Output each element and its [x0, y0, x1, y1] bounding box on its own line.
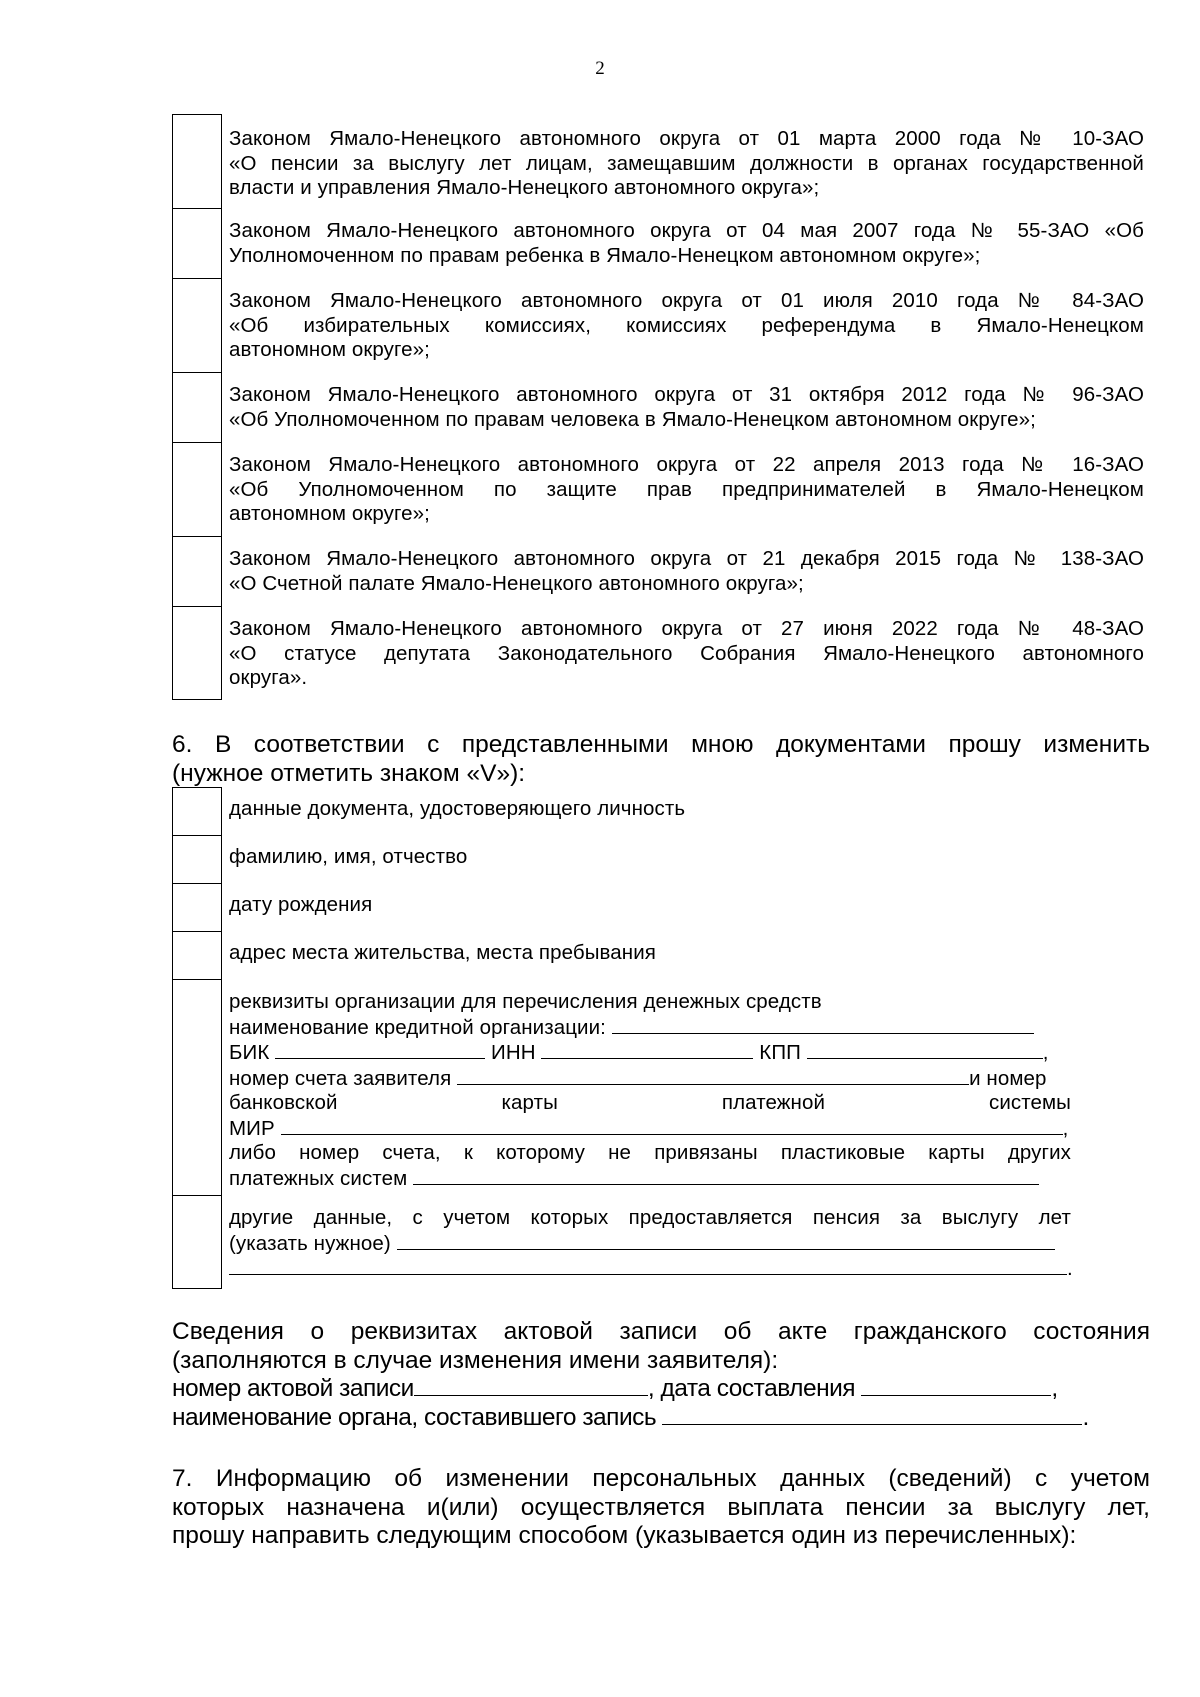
bik-label: БИК — [229, 1041, 270, 1064]
mir-label: МИР — [229, 1116, 275, 1140]
option-checkbox[interactable] — [172, 883, 222, 931]
law-checkbox[interactable] — [172, 606, 222, 700]
law-text: Законом Ямало-Ненецкого автономного округа от 31 октября 2012 года № 96-ЗАО «Об Уполномоченном по правам человека в Ямало-Ненецком автономном округе»; — [229, 383, 1144, 431]
laws-checkbox-table — [172, 114, 1144, 700]
option-label: данные документа, удостоверяющего личность — [229, 797, 686, 820]
kpp-field[interactable] — [807, 1040, 1043, 1059]
law-checkbox[interactable] — [172, 442, 222, 536]
option-label: адрес места жительства, места пребывания — [229, 941, 656, 964]
option-checkbox[interactable] — [172, 835, 222, 883]
date-label: , дата составления — [647, 1375, 856, 1402]
option-row — [172, 883, 1144, 931]
inn-label: ИНН — [491, 1041, 536, 1064]
bank-title: реквизиты организации для перечисления денежных средств — [229, 990, 822, 1013]
law-text: Законом Ямало-Ненецкого автономного округа от 22 апреля 2013 года № 16-ЗАО «Об Уполномоченном по защите прав предпринимателей в Ямало-Ненецком автономном округе»; — [229, 453, 1144, 525]
record-number-label: номер актовой записи — [172, 1375, 414, 1402]
bik-inn-kpp-line: БИК ИНН КПП , — [229, 1041, 1049, 1064]
record-date-field[interactable] — [861, 1377, 1051, 1396]
other-systems-line2: платежных систем — [229, 1166, 1071, 1192]
law-row — [172, 208, 1144, 278]
bik-field[interactable] — [275, 1040, 485, 1059]
section7: 7. Информацию об изменении персональных данных (сведений) с учетом которых назначена и(или) осуществляется выплата пенсии за выслугу лет, прошу направить следующим способом (указывается один из перечисленных): — [172, 1465, 1150, 1549]
other-data-field-2[interactable] — [229, 1256, 1067, 1275]
option-row — [172, 787, 1144, 835]
other-data: другие данные, с учетом которых предоставляется пенсия за выслугу лет (указать нужное) . — [229, 1206, 1073, 1280]
law-text: Законом Ямало-Ненецкого автономного округа от 27 июня 2022 года № 48-ЗАО «О статусе депутата Законодательного Собрания Ямало-Ненецкого автономного округа». — [229, 617, 1144, 689]
record-number-field[interactable] — [414, 1377, 648, 1396]
authority-label: наименование органа, составившего запись — [172, 1403, 657, 1431]
option-row-bank — [172, 979, 1144, 1195]
other-data-field[interactable] — [397, 1231, 1055, 1250]
option-checkbox[interactable] — [172, 1195, 222, 1289]
option-row — [172, 931, 1144, 979]
option-checkbox[interactable] — [172, 979, 222, 1195]
option-label: фамилию, имя, отчество — [229, 845, 468, 868]
law-text: Законом Ямало-Ненецкого автономного округа от 21 декабря 2015 года № 138-ЗАО «О Счетной палате Ямало-Ненецкого автономного округа»; — [229, 547, 1144, 595]
option-checkbox[interactable] — [172, 787, 222, 835]
page-number: 2 — [595, 58, 605, 79]
option-checkbox[interactable] — [172, 931, 222, 979]
law-row — [172, 536, 1144, 606]
section6-heading: 6. В соответствии с представленными мною документами прошу изменить (нужное отметить знаком «V»): — [172, 731, 1150, 787]
law-row — [172, 442, 1144, 536]
law-text: Законом Ямало-Ненецкого автономного округа от 01 марта 2000 года № 10-ЗАО «О пенсии за выслугу лет лицам, замещавшим должности в органах государственной власти и управления Ямало-Ненецкого автономного округа»; — [229, 127, 1144, 199]
law-checkbox[interactable] — [172, 536, 222, 606]
inn-field[interactable] — [541, 1040, 753, 1059]
mir-card-field[interactable] — [281, 1116, 1063, 1135]
change-options-table — [172, 787, 1144, 1289]
account-label: номер счета заявителя — [229, 1066, 452, 1090]
option-label: дату рождения — [229, 893, 373, 916]
authority-field[interactable] — [662, 1406, 1082, 1425]
card-line: банковской карты платежной системы — [229, 1091, 1072, 1114]
law-text: Законом Ямало-Ненецкого автономного округа от 01 июля 2010 года № 84-ЗАО «Об избирательных комиссиях, комиссиях референдума в Ямало-Ненецком автономном округе»; — [229, 289, 1144, 361]
account-field[interactable] — [457, 1066, 969, 1085]
account-line: номер счета заявителя и номер — [229, 1066, 1047, 1090]
law-checkbox[interactable] — [172, 372, 222, 442]
kpp-label: КПП — [759, 1041, 801, 1064]
law-checkbox[interactable] — [172, 208, 222, 278]
law-text: Законом Ямало-Ненецкого автономного округа от 04 мая 2007 года № 55-ЗАО «Об Уполномоченном по правам ребенка в Ямало-Ненецком автономном округе»; — [229, 219, 1144, 267]
bank-name-field[interactable] — [612, 1015, 1034, 1034]
mir-line: МИР , — [229, 1116, 1069, 1140]
civil-record-section: Сведения о реквизитах актовой записи об акте гражданского состояния (заполняются в случае изменения имени заявителя): номер актовой записи , дата составления , наименование органа, составившего запись . — [172, 1318, 1150, 1431]
option-row — [172, 835, 1144, 883]
other-account-field[interactable] — [413, 1166, 1039, 1185]
law-row — [172, 372, 1144, 442]
other-systems-line: либо номер счета, к которому не привязаны пластиковые карты других — [229, 1141, 1071, 1164]
law-row — [172, 114, 1144, 208]
bank-name-label: наименование кредитной организации: — [229, 1015, 606, 1039]
law-checkbox[interactable] — [172, 114, 222, 208]
law-checkbox[interactable] — [172, 278, 222, 372]
option-row-other — [172, 1195, 1144, 1289]
law-row — [172, 606, 1144, 700]
law-row — [172, 278, 1144, 372]
bank-name-line — [229, 1015, 1071, 1041]
bank-details — [222, 979, 1071, 1195]
